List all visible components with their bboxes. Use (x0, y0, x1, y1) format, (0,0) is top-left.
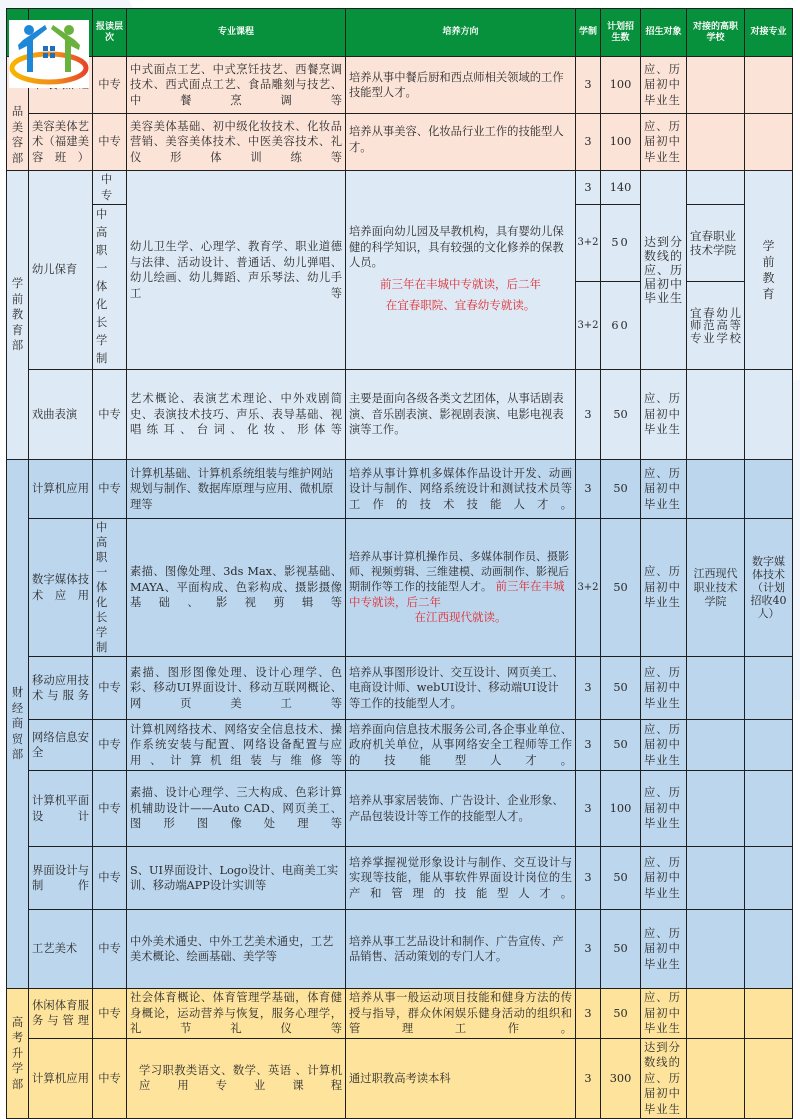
note-line: 在江西现代就读。 (414, 610, 507, 624)
program-name: 移动应用技术与服务 (29, 657, 93, 720)
direction: 培养从事中餐后厨和西点师相关领域的工作技能型人才。 (346, 57, 576, 114)
target: 达到分数线的应、历届初中毕业生 (641, 171, 687, 370)
courses: 艺术概论、表演艺术理论、中外戏剧简史、表演技术技巧、声乐、表导基础、视唱练耳、台词、化妆、形体等 (127, 370, 346, 460)
quota: 50 (601, 205, 641, 282)
department-cell (7, 460, 29, 989)
years: 3 (576, 989, 601, 1039)
partner-school (687, 171, 745, 205)
courses: 中式面点工艺、中式烹饪技艺、西餐烹调技术、西式面点工艺、食品雕刻与技艺、中餐烹调等 (127, 57, 346, 114)
header-quota: 计划招生数 (601, 9, 641, 57)
partner-major (745, 910, 793, 989)
level: 中专 (93, 1038, 127, 1119)
partner-school (687, 771, 745, 847)
header-target: 招生对象 (641, 9, 687, 57)
courses: S、UI界面设计、Logo设计、电商美工实训、移动端APP设计实训等 (127, 847, 346, 910)
partner-school (687, 989, 745, 1039)
partner-major-text: 学前教育 (762, 239, 775, 301)
partner-major (745, 771, 793, 847)
level: 中专 (93, 847, 127, 910)
quota: 300 (601, 1038, 641, 1119)
partner-school (687, 460, 745, 519)
level: 中专 (93, 989, 127, 1039)
program-name: 美容美体艺术（福建美容班） (29, 114, 93, 171)
partner-major (745, 57, 793, 114)
years: 3 (576, 171, 601, 205)
target: 应、历届初中毕业生 (641, 771, 687, 847)
partner-major (745, 114, 793, 171)
years: 3 (576, 370, 601, 460)
partner-school (687, 910, 745, 989)
partner-major (745, 171, 793, 370)
program-name: 数字媒体技术应用 (29, 519, 93, 657)
target: 应、历届初中毕业生 (641, 460, 687, 519)
courses: 计算机网络技术、网络安全信息技术、操作系统安装与配置、网络设备配置与应用、计算机组装与维修等 (127, 720, 346, 771)
partner-major (745, 847, 793, 910)
partner-school: 宜春职业技术学院 (687, 205, 745, 282)
quota: 50 (601, 989, 641, 1039)
department-name: 品美容部 (11, 105, 24, 165)
target: 应、历届初中毕业生 (641, 720, 687, 771)
level: 中专 (93, 771, 127, 847)
target: 应、历届初中毕业生 (641, 57, 687, 114)
quota: 50 (601, 460, 641, 519)
direction: 主要是面向各级各类文艺团体，从事话剧表演、音乐剧表演、影视剧表演、电影电视表演等工作。 (346, 370, 576, 460)
header-courses: 专业课程 (127, 9, 346, 57)
years: 3+2 (576, 519, 601, 657)
table-row (7, 519, 793, 657)
years: 3+2 (576, 281, 601, 369)
quota: 100 (601, 57, 641, 114)
header-partner-school: 对接的高职学校 (687, 9, 745, 57)
table-row (7, 171, 793, 205)
direction: 培养从事图形设计、交互设计、网页美工、电商设计师、webUI设计、移动端UI设计 等工作的技能型人才。 (346, 657, 576, 720)
department-cell (7, 171, 29, 460)
years: 3 (576, 910, 601, 989)
level: 中高职一体化长学制 (93, 205, 127, 370)
quota: 140 (601, 171, 641, 205)
direction: 培养从事工艺品设计和制作、广告宣传、产品销售、活动策划的专门人才。 (346, 910, 576, 989)
quota: 50 (601, 720, 641, 771)
program-name: 网络信息安全 (29, 720, 93, 771)
level: 中专 (93, 720, 127, 771)
direction: 培养掌握视觉形象设计与制作、交互设计与实现等技能，能从事软件界面设计岗位的生产和管理的技能型人才。 (346, 847, 576, 910)
table-row (7, 460, 793, 519)
direction (346, 519, 576, 657)
target: 应、历届初中毕业生 (641, 989, 687, 1039)
courses: 幼儿卫生学、心理学、教育学、职业道德与法律、活动设计、普通话、幼儿弹唱、幼儿绘画、幼儿舞蹈、声乐琴法、幼儿手工等 (127, 171, 346, 370)
level: 中专 (93, 171, 127, 205)
program-name: 界面设计与制作 (29, 847, 93, 910)
years: 3 (576, 771, 601, 847)
quota: 60 (601, 281, 641, 369)
partner-major: 数字媒体技术（计划招收40人） (745, 519, 793, 657)
department-cell (7, 989, 29, 1119)
courses: 中外美术通史、中外工艺美术通史，工艺美术概论、绘画基础、美学等 (127, 910, 346, 989)
quota: 50 (601, 657, 641, 720)
program-name: 休闲体育服务与管理 (29, 989, 93, 1039)
partner-major (745, 989, 793, 1039)
program-name: 计算机平面设计 (29, 771, 93, 847)
note-line: 在宜春职院、宜春幼专就读。 (385, 297, 536, 312)
years: 3 (576, 1038, 601, 1119)
direction-text: 培养从事计算机操作员、多媒体制作员、摄影师、视频剪辑、三维建模、动画制作、影视后期制作等工作的技能型人才。 (349, 550, 569, 593)
note-line: 前三年在丰城中专就读，后二年 (380, 276, 541, 291)
years: 3 (576, 720, 601, 771)
header-years: 学制 (576, 9, 601, 57)
target: 达到分数线的应、历届初中毕业生 (641, 1038, 687, 1119)
program-name: 计算机应用 (29, 460, 93, 519)
partner-major (745, 1038, 793, 1119)
years: 3 (576, 847, 601, 910)
target: 应、历届初中毕业生 (641, 370, 687, 460)
direction: 通过职教高考读本科 (346, 1038, 576, 1119)
years: 3 (576, 460, 601, 519)
header-direction: 培养方向 (346, 9, 576, 57)
quota: 100 (601, 114, 641, 171)
direction: 培养面向信息技术服务公司,各企事业单位、政府机关单位，从事网络安全工程师等工作的技能型人才。 (346, 720, 576, 771)
target: 应、历届初中毕业生 (641, 910, 687, 989)
department-name: 学前教育部 (11, 277, 24, 353)
courses: 美容美体基础、初中级化妆技术、化妆品营销、美容美体技术、中医美容技术、礼仪形体训练等 (127, 114, 346, 171)
header-partner-major: 对接专业 (745, 9, 793, 57)
table-row (7, 57, 793, 114)
level: 中专 (93, 910, 127, 989)
table-row (7, 771, 793, 847)
level: 中专 (93, 657, 127, 720)
years: 3 (576, 57, 601, 114)
years: 3 (576, 114, 601, 171)
level: 中高职一体化长学制 (93, 519, 127, 657)
partner-major (745, 720, 793, 771)
direction: 培养从事美容、化妆品行业工作的技能型人才。 (346, 114, 576, 171)
program-name: 工艺美术 (29, 910, 93, 989)
partner-school (687, 114, 745, 171)
school-logo (9, 20, 89, 88)
table-row (7, 114, 793, 171)
partner-school (687, 1038, 745, 1119)
partner-school (687, 57, 745, 114)
courses: 社会体育概论、体育管理学基础，体育健身概论，运动营养与恢复，服务心理学，礼节礼仪等 (127, 989, 346, 1039)
program-name: 计算机应用 (29, 1038, 93, 1119)
partner-major (745, 657, 793, 720)
table-row (7, 847, 793, 910)
level: 中专 (93, 57, 127, 114)
partner-school: 宜春幼儿师范高等专业学校 (687, 281, 745, 369)
table-row (7, 1038, 793, 1119)
header-level: 报读层次 (93, 9, 127, 57)
partner-school (687, 657, 745, 720)
table-row (7, 720, 793, 771)
target: 应、历届初中毕业生 (641, 657, 687, 720)
department-name: 高考升学部 (11, 1015, 24, 1091)
house-people-logo-icon (9, 20, 89, 88)
level: 中专 (93, 114, 127, 171)
program-table (6, 8, 793, 1119)
target: 应、历届初中毕业生 (641, 847, 687, 910)
direction: 培养从事计算机多媒体作品设计开发、动画设计与制作、网络系统设计和测试技术员等工作的技术技能人才。 (346, 460, 576, 519)
program-name: 幼儿保育 (29, 171, 93, 370)
partner-school (687, 370, 745, 460)
quota: 50 (601, 370, 641, 460)
direction (346, 171, 576, 370)
quota: 50 (601, 910, 641, 989)
header-row (7, 9, 793, 57)
program-name: 戏曲表演 (29, 370, 93, 460)
quota: 50 (601, 847, 641, 910)
partner-school: 江西现代职业技术学院 (687, 519, 745, 657)
courses: 素描、设计心理学、三大构成、色彩计算机辅助设计——Auto CAD、网页美工、图形图像处理等 (127, 771, 346, 847)
department-name: 财经商贸部 (11, 686, 24, 762)
partner-school (687, 847, 745, 910)
partner-school (687, 720, 745, 771)
courses: 学习职教类语文、数学、英语 、计算机应用专业课程 (127, 1038, 346, 1119)
courses: 素描、图形图像处理、设计心理学、色彩、移动UI界面设计、移动互联网概论、网页美工等 (127, 657, 346, 720)
courses: 素描、图像处理、3ds Max、影视基础、MAYA、平面构成、色彩构成、摄影摄像基础、影视剪辑等 (127, 519, 346, 657)
quota: 50 (601, 519, 641, 657)
level: 中专 (93, 460, 127, 519)
quota: 100 (601, 771, 641, 847)
partner-major (745, 460, 793, 519)
years: 3+2 (576, 205, 601, 282)
years: 3 (576, 657, 601, 720)
target: 应、历届初中毕业生 (641, 519, 687, 657)
table-row (7, 657, 793, 720)
direction: 培养从事一般运动项目技能和健身方法的传授与指导，群众休闲娱乐健身活动的组织和管理工作。 (346, 989, 576, 1039)
partner-major (745, 370, 793, 460)
note-line: 前三年在丰城中专就读，后二年 (349, 579, 565, 609)
direction: 培养从事家居装饰、广告设计、企业形象、产品包装设计等工作的技能型人才。 (346, 771, 576, 847)
courses: 计算机基础、计算机系统组装与维护网站规划与制作、数据库原理与应用、微机原理等 (127, 460, 346, 519)
direction-text: 培养面向幼儿园及早教机构，具有婴幼儿保健的科学知识，具有较强的文化修养的保教人员。 (349, 225, 564, 270)
target: 应、历届初中毕业生 (641, 114, 687, 171)
table-row (7, 989, 793, 1039)
table-row (7, 370, 793, 460)
table-row (7, 910, 793, 989)
level: 中专 (93, 370, 127, 460)
